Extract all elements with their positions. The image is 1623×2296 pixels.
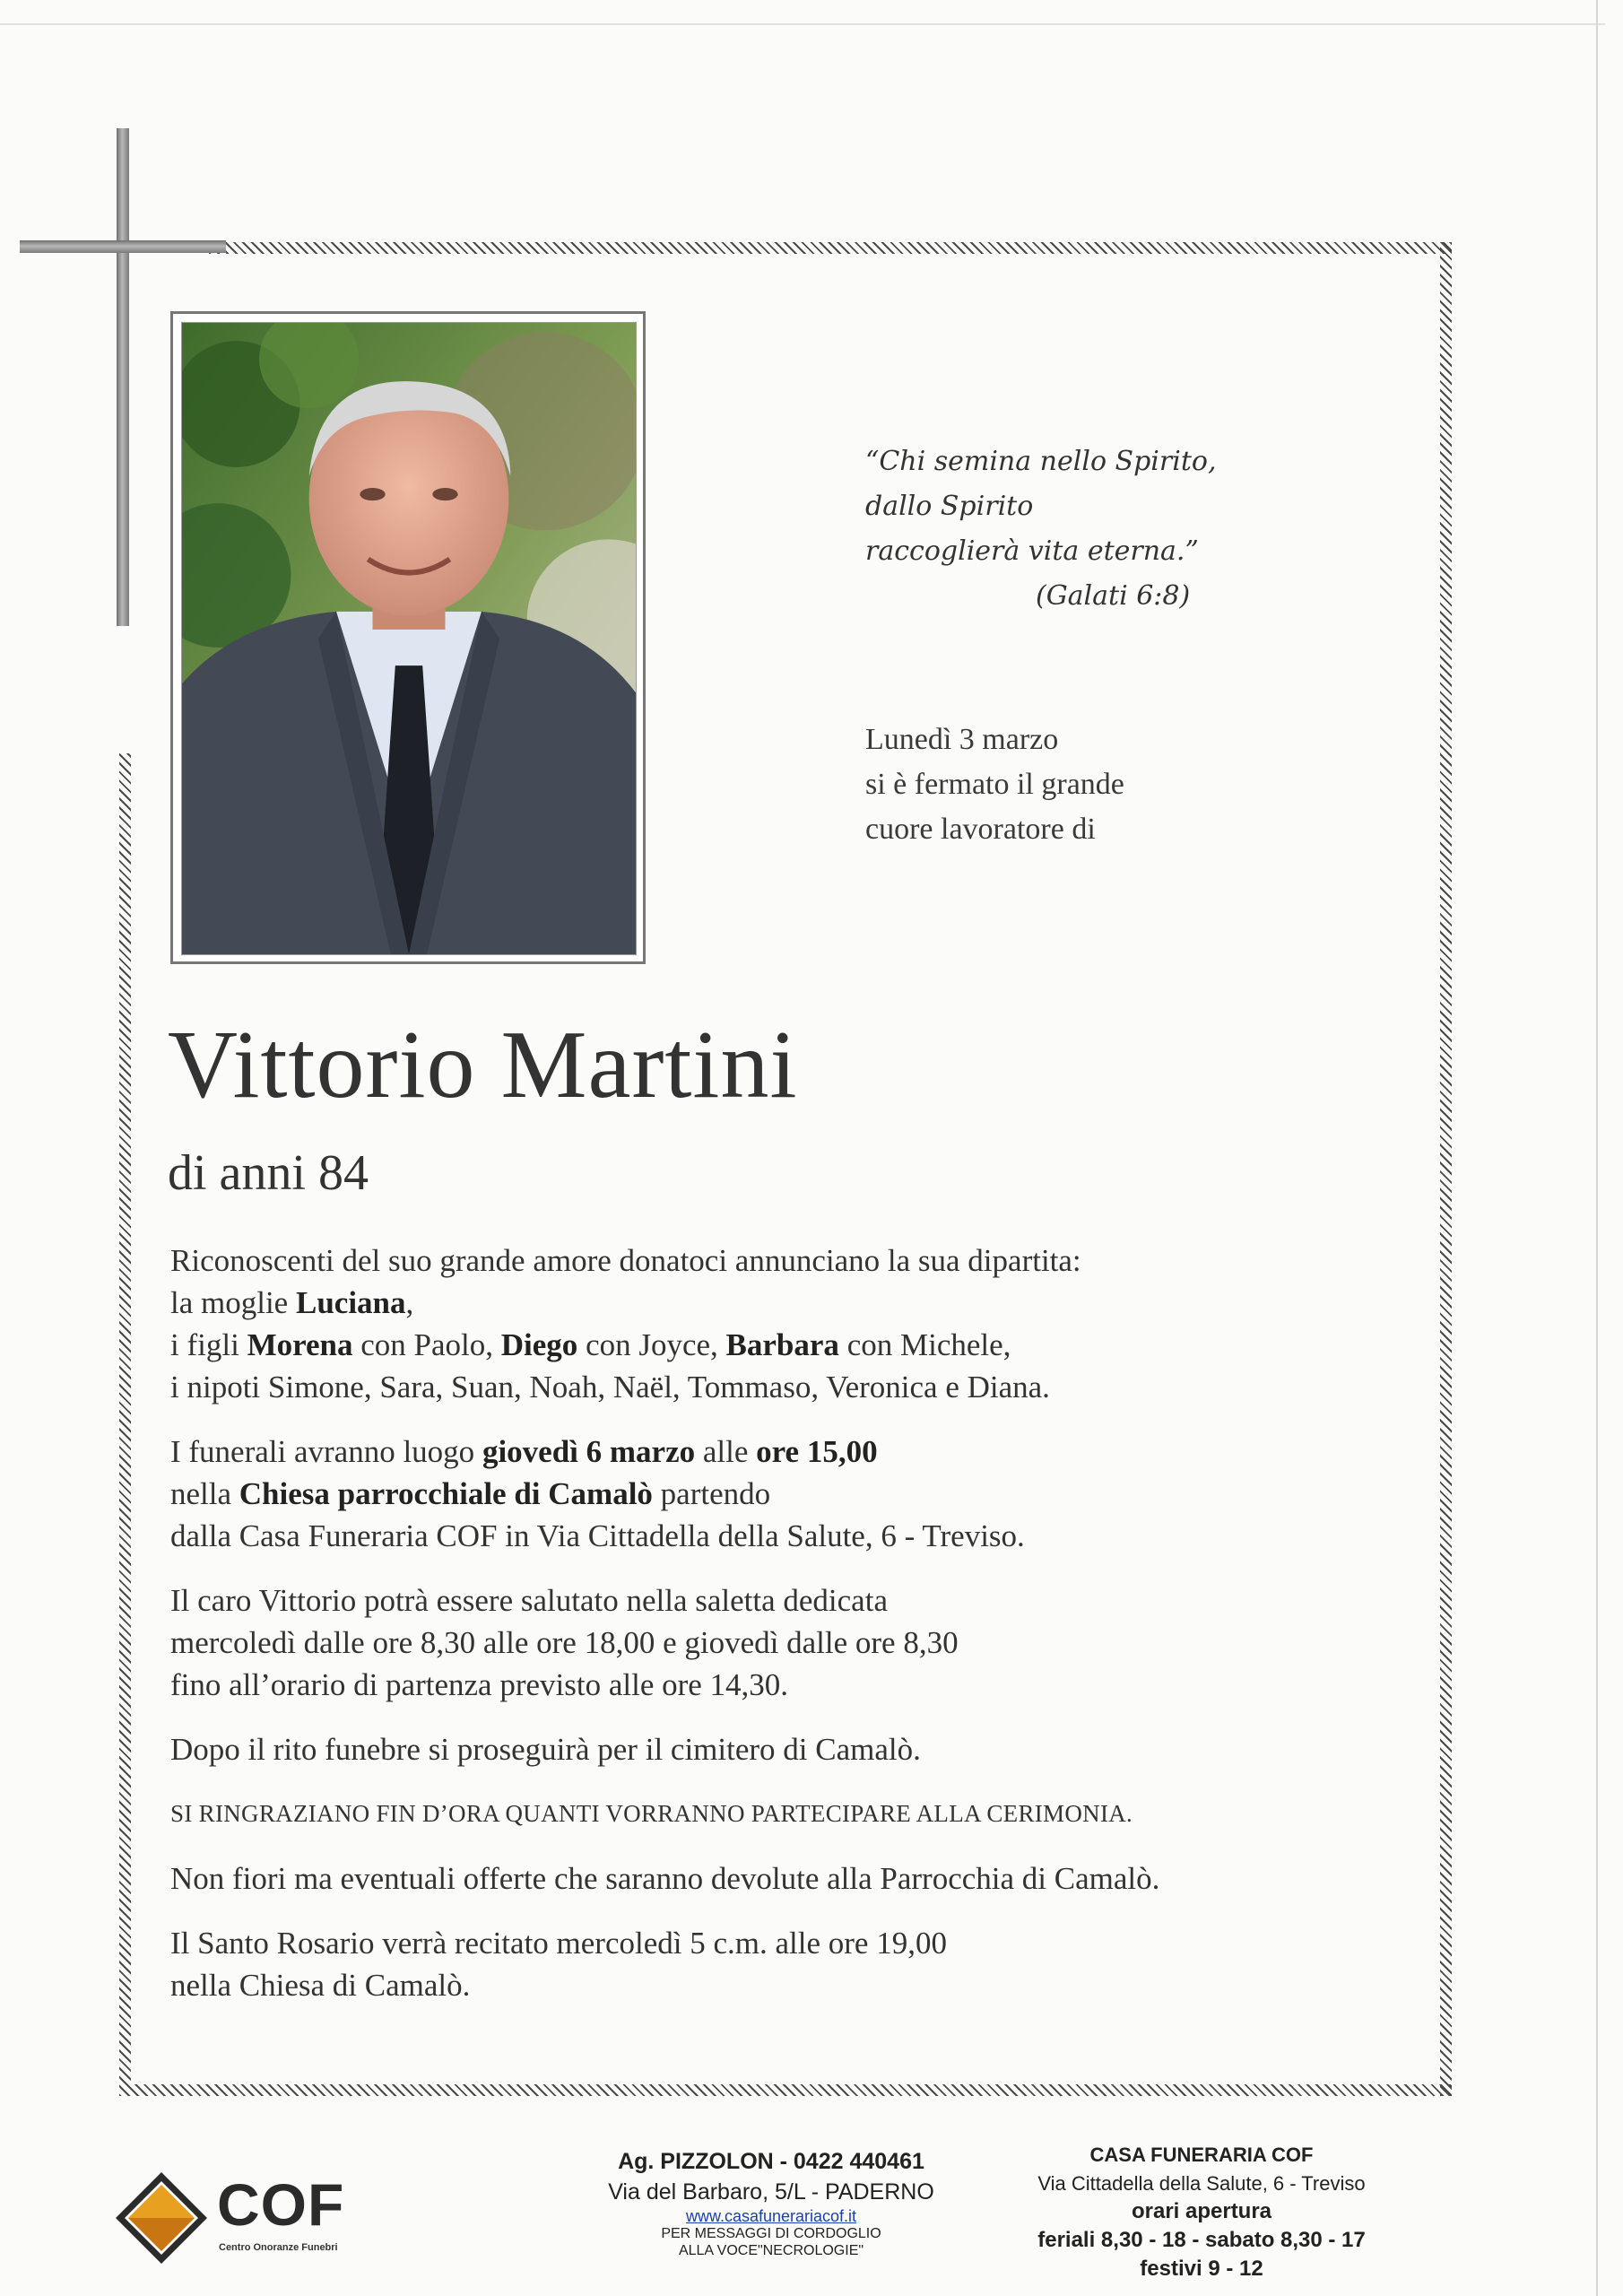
hours-holiday: festivi 9 - 12 <box>1140 2257 1263 2281</box>
agency-note: PER MESSAGGI DI CORDOGLIO <box>661 2226 881 2241</box>
rosary-line: nella Chiesa di Camalò. <box>170 1968 471 2003</box>
child-partner: con Paolo, <box>352 1327 501 1362</box>
visitation-line: fino all’orario di partenza previsto alle ore 14,30. <box>170 1667 789 1702</box>
visitation-line: Il caro Vittorio potrà essere salutato nella saletta dedicata <box>170 1583 888 1618</box>
rosary-line: Il Santo Rosario verrà recitato mercoledì 5 c.m. alle ore 19,00 <box>170 1926 947 1961</box>
child-name: Diego <box>500 1327 578 1362</box>
intro-line: si è fermato il grande <box>865 768 1124 801</box>
children-prefix: i figli <box>170 1327 247 1362</box>
scan-right-edge <box>1596 0 1598 2296</box>
wife-suffix: , <box>405 1285 414 1320</box>
frame-border-left <box>119 753 131 2096</box>
funeral-text: I funerali avranno luogo <box>170 1434 482 1469</box>
portrait-illustration <box>182 323 636 954</box>
grandchildren: i nipoti Simone, Sara, Suan, Noah, Naël, Tommaso, Veronica e Diana. <box>170 1370 1050 1405</box>
bible-quote <box>865 439 1242 619</box>
flowers-paragraph: Non fiori ma eventuali offerte che saranno devolute alla Parrocchia di Camalò. <box>170 1861 1160 1896</box>
rosary-paragraph <box>170 1922 1363 2006</box>
deceased-name: Vittorio Martini <box>168 1012 798 1118</box>
quote-line: dallo Spirito <box>865 491 1034 522</box>
wife-name: Luciana <box>295 1285 406 1320</box>
funeral-church: Chiesa parrocchiale di Camalò <box>239 1476 653 1511</box>
wife-prefix: la moglie <box>170 1285 296 1320</box>
funeral-text: alle <box>695 1434 757 1469</box>
child-name: Morena <box>247 1327 353 1362</box>
funeral-text: nella <box>170 1476 239 1511</box>
scan-top-edge <box>0 23 1605 25</box>
notice-body <box>170 1239 1363 2029</box>
intro-text <box>865 718 1278 852</box>
agency-contact <box>574 2146 968 2259</box>
house-address: Via Cittadella della Salute, 6 - Treviso <box>1037 2172 1366 2195</box>
burial-paragraph: Dopo il rito funebre si proseguirà per il cimitero di Camalò. <box>170 1732 921 1767</box>
agency-title: Ag. PIZZOLON - 0422 440461 <box>618 2149 924 2174</box>
portrait-frame <box>170 311 646 964</box>
frame-border-top <box>209 242 1452 254</box>
funeral-date: giovedì 6 marzo <box>482 1434 696 1469</box>
frame-border-right <box>1440 242 1452 2096</box>
agency-note: ALLA VOCE"NECROLOGIE" <box>678 2243 864 2258</box>
deceased-age: di anni 84 <box>168 1145 369 1201</box>
funeral-text: dalla Casa Funeraria COF in Via Cittadella della Salute, 6 - Treviso. <box>170 1518 1025 1553</box>
family-paragraph <box>170 1239 1363 1408</box>
child-partner: con Michele, <box>838 1327 1011 1362</box>
visitation-paragraph <box>170 1579 1363 1706</box>
funeral-text: partendo <box>652 1476 771 1511</box>
child-partner: con Joyce, <box>577 1327 726 1362</box>
quote-line: raccoglierà vita eterna.” <box>865 535 1199 567</box>
portrait-photo <box>181 322 637 955</box>
hours-label: orari apertura <box>1131 2199 1272 2223</box>
house-title: CASA FUNERARIA COF <box>1089 2144 1314 2166</box>
quote-reference: (Galati 6:8) <box>1036 580 1191 612</box>
intro-line: Lunedì 3 marzo <box>865 723 1059 756</box>
agency-address: Via del Barbaro, 5/L - PADERNO <box>608 2179 934 2205</box>
family-intro: Riconoscenti del suo grande amore donatoci annunciano la sua dipartita: <box>170 1243 1081 1278</box>
frame-border-bottom <box>119 2084 1452 2096</box>
funeral-house-info <box>1004 2141 1399 2283</box>
cof-logo-icon <box>112 2169 211 2267</box>
child-name: Barbara <box>725 1327 839 1362</box>
hours-weekday: feriali 8,30 - 18 - sabato 8,30 - 17 <box>1037 2228 1366 2252</box>
agency-website-link[interactable]: www.casafunerariacof.it <box>685 2207 857 2225</box>
quote-line: “Chi semina nello Spirito, <box>865 446 1217 477</box>
intro-line: cuore lavoratore di <box>865 813 1096 846</box>
cross-icon-horizontal <box>20 240 226 253</box>
visitation-line: mercoledì dalle ore 8,30 alle ore 18,00 e giovedì dalle ore 8,30 <box>170 1625 959 1660</box>
funeral-time: ore 15,00 <box>756 1434 878 1469</box>
thanks-paragraph: SI RINGRAZIANO FIN D’ORA QUANTI VORRANNO PARTECIPARE ALLA CERIMONIA. <box>170 1800 1133 1827</box>
cross-icon-vertical <box>117 128 129 626</box>
logo-wordmark: COF <box>217 2171 345 2238</box>
funeral-paragraph <box>170 1431 1363 1557</box>
logo-subtitle: Centro Onoranze Funebri <box>219 2242 338 2253</box>
